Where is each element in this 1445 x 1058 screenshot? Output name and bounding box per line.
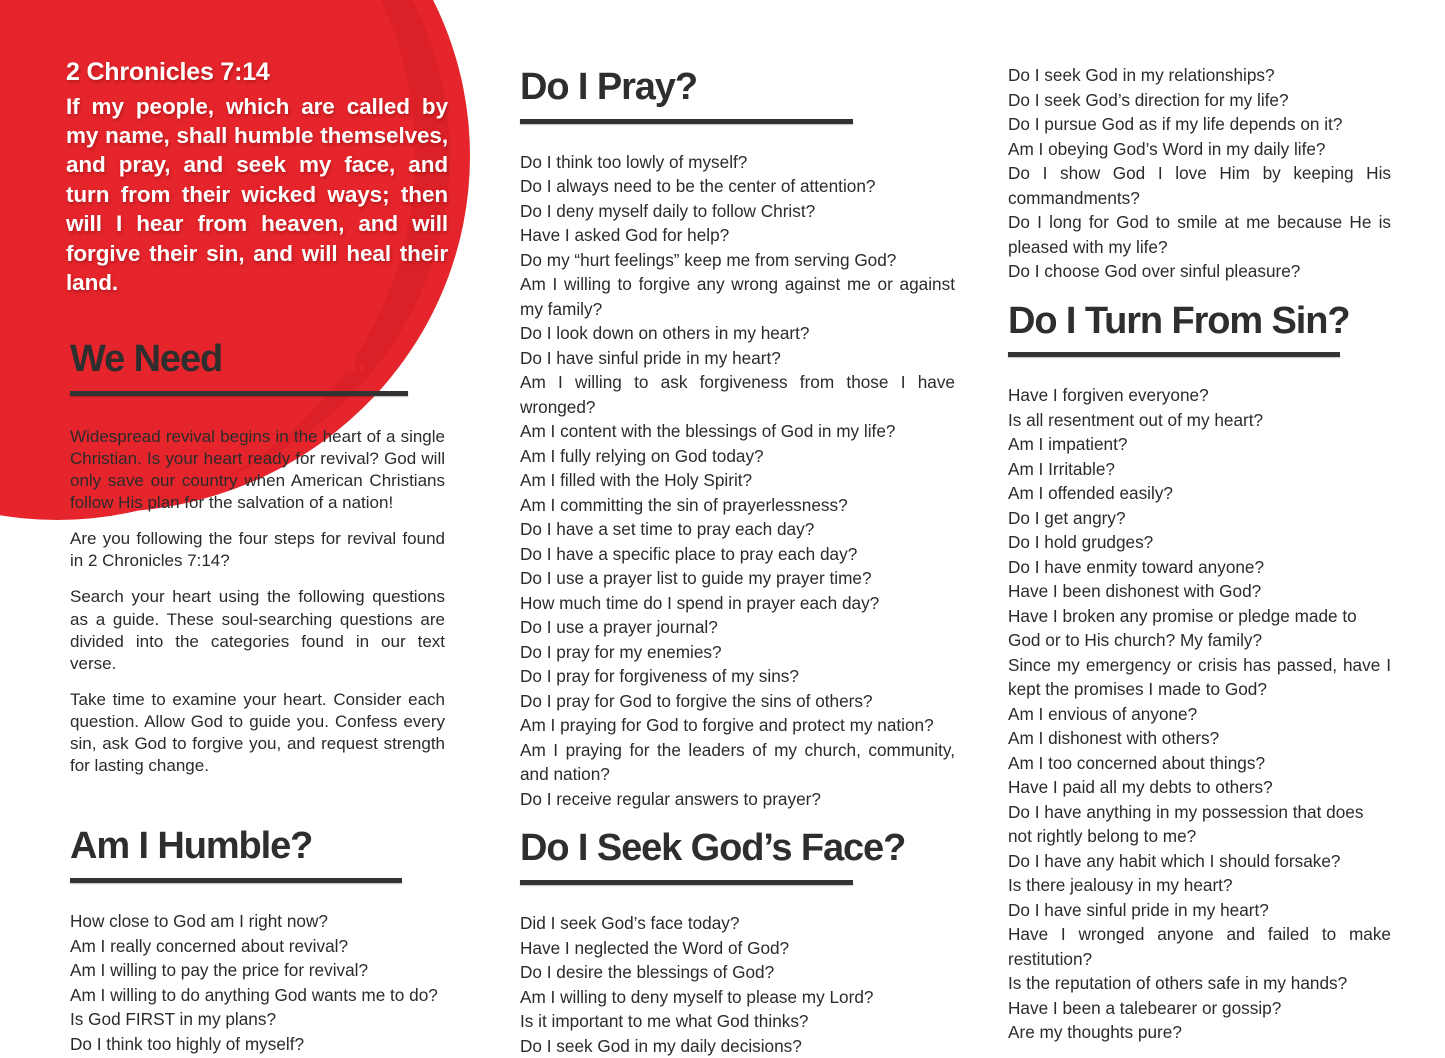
question-item: Am I really concerned about revival? — [70, 935, 349, 956]
page-title-main: We Need — [70, 338, 232, 380]
question-item: Do I look down on others in my heart? — [520, 323, 810, 344]
intro-paragraph: Take time to examine your heart. Consider each question. Allow God to guide you. Confess every sin, ask God to forgive you, and request strength for lasting change. — [70, 689, 445, 776]
section-heading-humble: Am I Humble? — [70, 825, 313, 868]
question-item: Is the reputation of others safe in my hands? — [1008, 973, 1348, 994]
question-item: Do I use a prayer journal? — [520, 617, 718, 638]
question-item: Do I have a set time to pray each day? — [520, 519, 815, 540]
question-item: Do I pray for forgiveness of my sins? — [520, 666, 799, 687]
page-title — [70, 340, 445, 380]
question-item: How much time do I spend in prayer each day? — [520, 592, 880, 613]
spacer — [1008, 357, 1391, 383]
question-item: Am I praying for the leaders of my church, community, and nation? — [520, 739, 955, 785]
question-item: Do I deny myself daily to follow Christ? — [520, 200, 816, 221]
question-item: Am I too concerned about things? — [1008, 752, 1266, 773]
question-item: Am I willing to forgive any wrong against me or against my family? — [520, 274, 955, 319]
question-item: Have I paid all my debts to others? — [1008, 777, 1273, 798]
intro-paragraph: Are you following the four steps for revival found in 2 Chronicles 7:14? — [70, 529, 445, 571]
question-item: Have I wronged anyone and failed to make restitution? — [1008, 924, 1391, 969]
question-item: Have I broken any promise or pledge made to God or to His church? My family? — [1008, 605, 1357, 651]
section-heading-turn-from-sin: Do I Turn From Sin? — [1008, 299, 1350, 342]
question-item: Am I praying for God to forgive and protect my nation? — [520, 715, 934, 736]
question-item: Am I willing to do anything God wants me to do? — [70, 984, 438, 1005]
question-item: Have I asked God for help? — [520, 225, 730, 246]
question-item: Am I dishonest with others? — [1008, 728, 1220, 749]
question-item: Do I have enmity toward anyone? — [1008, 556, 1265, 577]
question-item: Do I pray for my enemies? — [520, 641, 722, 662]
middle-column — [520, 68, 955, 1058]
question-item: Am I content with the blessings of God in my life? — [520, 421, 896, 442]
question-item: Do I think too highly of myself? — [70, 1033, 305, 1054]
spacer — [520, 124, 955, 150]
spacer — [70, 396, 445, 426]
question-item: Do I seek God’s direction for my life? — [1008, 89, 1289, 110]
question-item: Am I willing to ask forgiveness from those I have wronged? — [520, 372, 955, 417]
question-item: Have I been dishonest with God? — [1008, 581, 1262, 602]
question-item: Do I have anything in my possession that does not rightly belong to me? — [1008, 801, 1364, 847]
question-item: Do I have a specific place to pray each day? — [520, 543, 858, 564]
intro-paragraph: Widespread revival begins in the heart of a single Christian. Is your heart ready for revival? God will only save our country when American Christians follow His plan for the salvation of a nation! — [70, 426, 445, 513]
page-title-accent: Revival. — [231, 338, 367, 380]
spacer — [70, 883, 445, 909]
question-item: Do I receive regular answers to prayer? — [520, 788, 821, 809]
question-item: Do I desire the blessings of God? — [520, 962, 775, 983]
question-item: Do I seek God in my relationships? — [1008, 65, 1275, 85]
question-item: Is it important to me what God thinks? — [520, 1011, 809, 1032]
question-item: Am I willing to pay the price for revival? — [70, 960, 369, 981]
question-list-seek-face — [520, 911, 955, 1058]
question-item: Am I obeying God’s Word in my daily life? — [1008, 138, 1326, 159]
right-column — [1008, 63, 1391, 1045]
scripture-verse: If my people, which are called by my name, shall humble themselves, and pray, and seek my face, and turn from their wicked ways; then will I hear from heaven, and will forgive their sin, and will heal their land. — [66, 93, 448, 296]
question-item: Since my emergency or crisis has passed, have I kept the promises I made to God? — [1008, 654, 1391, 700]
question-item: Am I committing the sin of prayerlessness? — [520, 494, 848, 515]
section-heading-seek-face: Do I Seek God’s Face? — [520, 827, 906, 870]
question-item: Do I pursue God as if my life depends on it? — [1008, 114, 1343, 134]
question-item: Is all resentment out of my heart? — [1008, 409, 1264, 430]
question-item: Is God FIRST in my plans? — [70, 1009, 277, 1030]
question-item: Do I long for God to smile at me because He is pleased with my life? — [1008, 212, 1391, 257]
left-column — [70, 340, 445, 1056]
spacer — [520, 885, 955, 911]
question-item: Do I get angry? — [1008, 507, 1126, 528]
question-item: Have I been a talebearer or gossip? — [1008, 997, 1282, 1018]
question-item: Have I neglected the Word of God? — [520, 937, 790, 958]
question-item: Do I seek God in my daily decisions? — [520, 1035, 802, 1056]
question-item: Do I think too lowly of myself? — [520, 151, 748, 172]
question-list-seek-face-continued — [1008, 63, 1391, 284]
question-item: Am I filled with the Holy Spirit? — [520, 470, 753, 491]
spacer — [70, 791, 445, 827]
question-item: Is there jealousy in my heart? — [1008, 875, 1233, 896]
question-list-pray — [520, 150, 955, 812]
question-item: Am I envious of anyone? — [1008, 703, 1198, 724]
section-heading-pray: Do I Pray? — [520, 66, 697, 108]
question-item: Are my thoughts pure? — [1008, 1022, 1182, 1043]
question-item: Do I have sinful pride in my heart? — [520, 347, 781, 368]
question-item: How close to God am I right now? — [70, 911, 328, 932]
question-item: Do I hold grudges? — [1008, 532, 1154, 553]
question-item: Do I choose God over sinful pleasure? — [1008, 261, 1301, 281]
intro-paragraph: Search your heart using the following questions as a guide. These soul-searching questions are divided into the categories found in our text verse. — [70, 587, 445, 673]
question-item: Do I show God I love Him by keeping His commandments? — [1008, 163, 1391, 208]
question-item: Do I have sinful pride in my heart? — [1008, 899, 1269, 920]
question-item: Am I offended easily? — [1008, 483, 1173, 504]
question-item: Do I pray for God to forgive the sins of others? — [520, 690, 873, 711]
banner-text-group — [66, 58, 448, 298]
question-item: Have I forgiven everyone? — [1008, 385, 1209, 406]
question-list-turn-from-sin — [1008, 383, 1391, 1045]
scripture-banner — [0, 0, 500, 312]
question-item: Am I impatient? — [1008, 434, 1128, 455]
question-item: Am I Irritable? — [1008, 458, 1115, 479]
question-item: Do my “hurt feelings” keep me from serving God? — [520, 249, 897, 270]
question-item: Do I use a prayer list to guide my prayer time? — [520, 568, 872, 589]
question-item: Am I fully relying on God today? — [520, 445, 764, 466]
spacer — [1008, 284, 1391, 302]
question-item: Am I willing to deny myself to please my Lord? — [520, 986, 874, 1007]
question-item: Do I have any habit which I should forsake? — [1008, 850, 1341, 871]
question-item: Did I seek God’s face today? — [520, 913, 740, 934]
scripture-reference: 2 Chronicles 7:14 — [66, 58, 270, 86]
question-list-humble — [70, 909, 445, 1056]
question-item: Do I always need to be the center of attention? — [520, 176, 876, 197]
